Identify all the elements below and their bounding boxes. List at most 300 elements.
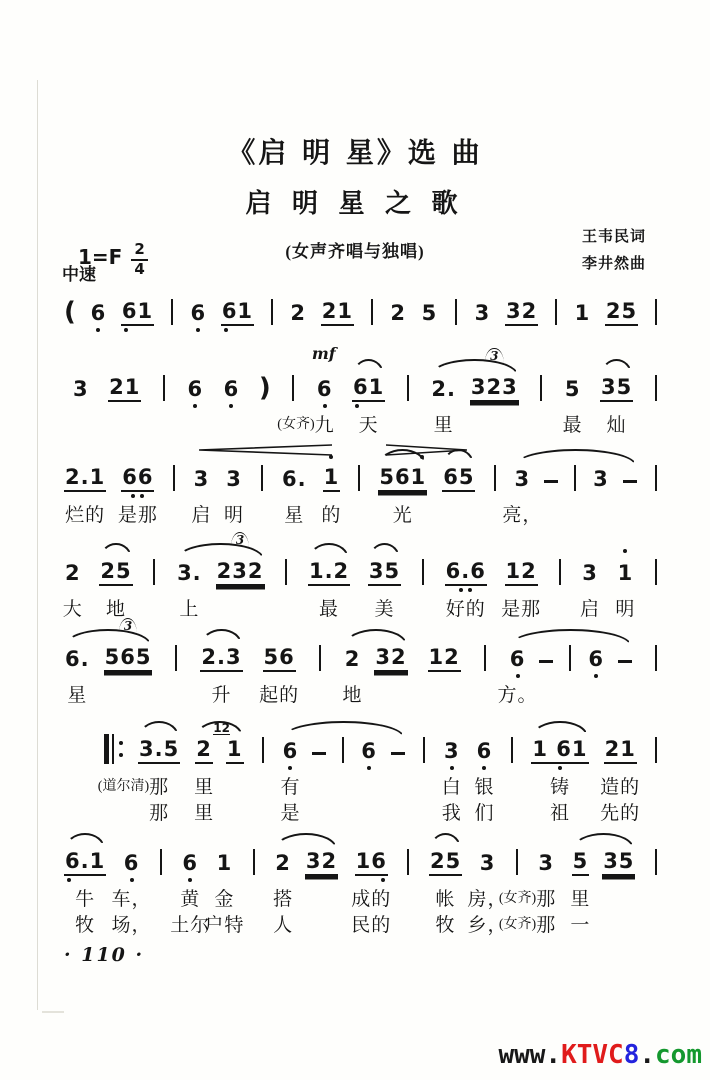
note	[352, 372, 385, 436]
barline-mark	[516, 849, 518, 875]
barline	[552, 296, 560, 326]
note-area	[104, 619, 153, 672]
note-digits: 3	[226, 467, 242, 491]
lyric-syllable	[319, 890, 325, 909]
note-group	[176, 533, 264, 620]
lyric-syllable: 一	[570, 914, 591, 936]
lyrics-block	[548, 502, 554, 528]
note	[259, 642, 300, 706]
lyric-text	[653, 412, 659, 438]
lyrics-block	[420, 596, 426, 622]
lyrics-block	[653, 596, 659, 622]
note	[505, 296, 538, 326]
lyric-syllable	[260, 804, 266, 823]
lyric-syllable: 是	[280, 802, 301, 824]
note	[200, 642, 242, 706]
lyric-syllable	[171, 506, 177, 525]
lyric-text	[498, 912, 557, 938]
note	[204, 846, 245, 936]
song-collection-title: 《启 明 星》选 曲	[227, 136, 483, 169]
lyrics-block	[434, 412, 454, 438]
octave-dot	[355, 404, 359, 408]
extension-dash	[312, 734, 326, 764]
lyric-text	[393, 502, 413, 528]
note-area	[190, 296, 208, 326]
lyric-text	[179, 596, 199, 622]
lyric-prefix: (女齐)	[277, 417, 315, 432]
key-signature: 1=F	[78, 244, 123, 269]
note	[430, 372, 457, 436]
barline-mark	[574, 465, 576, 491]
octave-dot	[67, 878, 71, 882]
lyrics-block	[580, 596, 600, 622]
dash-mark	[623, 480, 637, 483]
note-area	[571, 462, 579, 492]
lyric-text	[351, 912, 391, 938]
note-area	[64, 556, 82, 586]
lyric-syllable	[251, 890, 257, 909]
lyric-text	[112, 912, 152, 938]
repeat-open-sign	[104, 734, 123, 764]
lyric-syllable: 帐	[435, 888, 456, 910]
lyric-syllable	[366, 804, 372, 823]
lyric-text	[441, 682, 447, 708]
extension-dash	[391, 734, 405, 764]
lyric-syllable	[653, 804, 659, 823]
lyrics-block	[557, 596, 563, 622]
note-area	[250, 846, 258, 876]
note	[216, 533, 265, 586]
note-area	[374, 642, 407, 672]
octave-dots-low	[443, 764, 461, 772]
barline-mark	[407, 849, 409, 875]
lyric-syllable	[548, 506, 554, 525]
lyrics-block	[191, 502, 211, 528]
barline	[452, 296, 460, 326]
lyric-syllable: 车，	[111, 888, 152, 910]
lyric-text	[75, 886, 95, 912]
lyric-syllable	[598, 506, 604, 525]
lyric-text	[232, 800, 238, 826]
note-area	[539, 642, 553, 672]
octave-dot	[131, 494, 135, 498]
lyrics-block	[436, 886, 456, 938]
note-area	[308, 556, 350, 586]
lyric-syllable	[653, 600, 659, 619]
note-group	[430, 349, 518, 436]
note-digits: 6	[190, 301, 207, 325]
lyrics-block	[501, 596, 541, 622]
lyric-text	[97, 774, 170, 800]
note-area	[282, 734, 300, 764]
lyrics-block	[211, 682, 231, 708]
note	[498, 846, 557, 936]
system-6	[97, 721, 660, 824]
lyrics-block	[441, 682, 447, 708]
lyric-syllable: 地	[342, 684, 363, 706]
note-area	[223, 372, 241, 402]
octave-dots-low	[476, 764, 494, 772]
lyric-text	[277, 412, 335, 438]
extension-dash	[618, 642, 632, 672]
note-digits: 35	[600, 377, 633, 402]
note-digits: 3.	[177, 561, 202, 585]
barline	[160, 372, 168, 402]
note-group	[368, 556, 401, 620]
lyrics-block	[567, 682, 573, 708]
note	[501, 556, 542, 620]
note-area	[360, 734, 378, 764]
note	[580, 556, 601, 620]
lyric-text	[563, 412, 583, 438]
lyric-syllable: 美	[374, 598, 395, 620]
barline-mark	[342, 737, 344, 763]
lyric-syllable: 牛	[75, 888, 96, 910]
lyric-text	[593, 682, 599, 708]
note-digits: 6	[123, 851, 140, 875]
note-area	[64, 846, 106, 876]
note-area	[138, 734, 180, 764]
note-area	[443, 734, 461, 764]
lyric-syllable: 星	[67, 684, 88, 706]
note-digits: 1	[617, 561, 634, 585]
barline-mark	[655, 465, 657, 491]
cresc-hairpin	[195, 444, 332, 456]
lyric-text	[653, 682, 659, 708]
note	[64, 846, 106, 936]
lyric-syllable: 光	[392, 504, 413, 526]
lyrics-block	[340, 774, 346, 826]
barline	[259, 734, 267, 764]
lyric-syllable: 牧	[435, 914, 456, 936]
note-digits: 1	[216, 851, 233, 875]
lyric-syllable: 场，	[111, 914, 152, 936]
lyric-text	[375, 596, 395, 622]
note-area	[316, 642, 324, 672]
barline-mark	[407, 375, 409, 401]
note-digits: 3	[582, 561, 598, 585]
tempo-marking: 中速	[62, 265, 96, 284]
lyric-syllable: 造的	[600, 776, 641, 798]
note-area	[652, 642, 660, 672]
lyrics-block	[343, 682, 363, 708]
page-number: · 110 ·	[64, 944, 145, 966]
lyric-text	[356, 502, 362, 528]
note-area	[216, 533, 265, 586]
note-digits: 66	[121, 467, 154, 492]
lyric-text	[405, 412, 411, 438]
lyric-text	[474, 800, 494, 826]
note-area	[617, 556, 635, 586]
note-area	[259, 372, 271, 402]
lyric-prefix: (道尔清)	[97, 779, 150, 794]
lyric-text	[421, 800, 427, 826]
note	[121, 296, 154, 334]
lyrics-block	[598, 502, 604, 528]
lyric-text	[224, 502, 244, 528]
octave-dots-low	[587, 672, 605, 680]
lyrics-block	[622, 682, 628, 708]
barline-mark	[261, 465, 263, 491]
lyric-text	[653, 596, 659, 622]
repeat-open-sign	[104, 734, 123, 764]
lyric-syllable: 我	[441, 802, 462, 824]
octave-dot	[96, 328, 100, 332]
barline-mark	[173, 465, 175, 491]
lyrics-block	[593, 682, 599, 708]
barline	[481, 642, 489, 672]
lyric-syllable	[259, 506, 265, 525]
note-area	[193, 462, 211, 492]
lyric-text	[273, 886, 293, 912]
lyric-text	[420, 596, 426, 622]
lyric-syllable	[653, 506, 659, 525]
lyric-syllable	[340, 778, 346, 797]
note	[342, 642, 363, 706]
lyric-syllable: 灿	[606, 414, 627, 436]
lyric-text	[65, 502, 105, 528]
lyric-syllable	[125, 686, 131, 705]
lyrics-block	[653, 682, 659, 708]
note-digits: 6	[316, 377, 333, 401]
barline	[172, 642, 180, 672]
note-area	[99, 556, 132, 586]
note-group	[200, 642, 242, 706]
grace-notes: 12	[213, 721, 230, 735]
lyric-text	[317, 682, 323, 708]
lyrics-block	[474, 774, 494, 826]
lyric-syllable: 牧	[75, 914, 96, 936]
lyric-text	[498, 886, 557, 912]
octave-dot	[482, 766, 486, 770]
lyrics-block	[161, 412, 167, 438]
lyric-text	[421, 774, 427, 800]
note	[442, 462, 475, 492]
note	[587, 642, 605, 680]
lyric-text	[600, 800, 640, 826]
paren-open	[64, 296, 76, 326]
note-digits: 2	[390, 301, 406, 325]
lyric-text	[446, 596, 486, 622]
barline	[491, 462, 499, 492]
note	[221, 296, 254, 334]
lyric-syllable	[395, 804, 401, 823]
octave-dot	[224, 328, 228, 332]
note-area	[581, 556, 599, 586]
note-digits: 1	[226, 739, 244, 764]
note	[170, 846, 211, 936]
lyric-syllable: 人	[273, 914, 294, 936]
note	[570, 846, 591, 936]
lyric-text	[442, 774, 462, 800]
note	[97, 734, 180, 824]
lyric-text	[259, 502, 265, 528]
lyric-text	[75, 912, 95, 938]
lyric-syllable	[572, 506, 578, 525]
note	[605, 296, 638, 326]
note-digits: 2	[195, 739, 213, 764]
note-area	[604, 734, 637, 764]
octave-dot	[558, 766, 562, 770]
lyric-syllable	[161, 416, 167, 435]
octave-dot	[623, 549, 627, 553]
lyric-syllable: 里	[570, 888, 591, 910]
lyric-syllable: 好的	[445, 598, 486, 620]
lyric-syllable	[405, 416, 411, 435]
lyric-text	[550, 774, 570, 800]
lyric-syllable	[366, 778, 372, 797]
note-area	[289, 296, 307, 326]
note-area	[404, 846, 412, 876]
triplet-mark: 3	[485, 348, 503, 363]
lyrics-block	[259, 682, 299, 708]
octave-dots-low	[221, 326, 254, 334]
lyric-syllable: 亮，	[502, 504, 543, 526]
lyric-text	[63, 596, 83, 622]
note-digits: 5	[572, 851, 590, 876]
note-area	[421, 296, 439, 326]
note-area	[652, 296, 660, 326]
barline-mark	[559, 559, 561, 585]
note-digits: 323	[470, 377, 519, 402]
lyric-syllable: 地	[105, 598, 126, 620]
note-area	[311, 344, 336, 402]
note	[305, 846, 338, 876]
lyric-text	[260, 800, 266, 826]
lyrics-block	[509, 774, 515, 826]
octave-dot	[367, 766, 371, 770]
lyric-text	[174, 682, 180, 708]
barline	[566, 642, 574, 672]
octave-dots-low	[355, 876, 388, 884]
lyrics-block	[262, 412, 268, 438]
lyric-syllable	[262, 416, 268, 435]
barline-mark	[253, 849, 255, 875]
note	[289, 296, 307, 326]
lyric-text	[251, 912, 257, 938]
octave-dot	[130, 878, 134, 882]
watermark-segment: com	[655, 1040, 702, 1070]
lyric-text	[158, 886, 164, 912]
note-area	[181, 846, 199, 876]
note-area	[508, 734, 516, 764]
octave-dots-low	[282, 764, 300, 772]
barline	[258, 462, 266, 492]
note-area	[312, 734, 326, 764]
lyric-syllable	[232, 804, 238, 823]
extension-dash	[544, 462, 558, 492]
note-digits: 5	[564, 377, 581, 401]
lyric-syllable: 黄	[180, 888, 201, 910]
lyric-syllable	[653, 416, 659, 435]
lyric-syllable	[491, 416, 497, 435]
note-area	[531, 734, 588, 764]
barline-mark	[153, 559, 155, 585]
lyric-text	[191, 502, 211, 528]
dash-mark	[544, 480, 558, 483]
lyrics-block	[251, 886, 257, 938]
lyrics-block	[616, 886, 622, 938]
note	[187, 372, 205, 410]
note-area	[513, 846, 521, 876]
lyrics-block	[653, 774, 659, 826]
lyric-syllable: 最	[319, 598, 340, 620]
lyrics-block	[67, 682, 87, 708]
octave-dots-low	[90, 326, 108, 334]
lyric-text	[653, 502, 659, 528]
note-digits: 1	[323, 467, 341, 492]
lyric-text	[214, 886, 234, 912]
lyric-syllable	[316, 778, 322, 797]
note-area	[566, 642, 574, 672]
note-area	[121, 296, 154, 326]
watermark-ktvc8	[498, 1042, 702, 1068]
lyrics-block	[442, 774, 462, 826]
lyrics-block	[194, 774, 214, 826]
barline	[355, 462, 363, 492]
note	[72, 372, 90, 402]
note-digits: 6	[223, 377, 240, 401]
dash-mark	[539, 660, 553, 663]
lyrics-block	[316, 774, 322, 826]
lyrics-block	[491, 412, 497, 438]
note	[224, 462, 245, 526]
lyric-text	[359, 412, 379, 438]
barline-mark	[655, 299, 657, 325]
note-area	[509, 642, 527, 672]
lyrics-block	[498, 682, 538, 708]
note-area	[600, 372, 633, 402]
lyrics-block	[75, 886, 95, 938]
barline-mark	[271, 299, 273, 325]
lyric-text	[653, 774, 659, 800]
lyric-text	[492, 502, 498, 528]
octave-dot	[459, 588, 463, 592]
octave-dots-low	[121, 492, 154, 500]
lyrics-block	[607, 412, 627, 438]
lyrics-block	[600, 774, 640, 826]
note-digits: 32	[505, 301, 538, 326]
lyrics-block	[280, 774, 300, 826]
note-digits: 21	[108, 377, 141, 402]
barline-mark	[163, 375, 165, 401]
lyrics-block	[122, 412, 128, 438]
note-area	[505, 556, 538, 586]
note	[502, 462, 543, 526]
note-area	[226, 734, 244, 764]
lyrics-block	[543, 682, 549, 708]
note-area	[470, 349, 519, 402]
lyric-syllable: 有	[280, 776, 301, 798]
lyrics-block	[277, 412, 335, 438]
watermark-segment: KTVC	[561, 1040, 624, 1070]
lyric-syllable	[509, 778, 515, 797]
octave-dot	[323, 404, 327, 408]
octave-dots-low	[509, 672, 527, 680]
lyric-syllable	[319, 916, 325, 935]
lyrics-block	[351, 886, 391, 938]
lyrics-block	[446, 596, 486, 622]
note	[474, 734, 495, 824]
lyric-text	[550, 800, 570, 826]
meter-denominator: 4	[134, 260, 145, 279]
note-area	[123, 846, 141, 876]
lyric-text	[498, 682, 538, 708]
note-group	[64, 619, 152, 706]
note-area	[339, 734, 347, 764]
barline	[537, 372, 545, 402]
lyric-text	[194, 774, 214, 800]
